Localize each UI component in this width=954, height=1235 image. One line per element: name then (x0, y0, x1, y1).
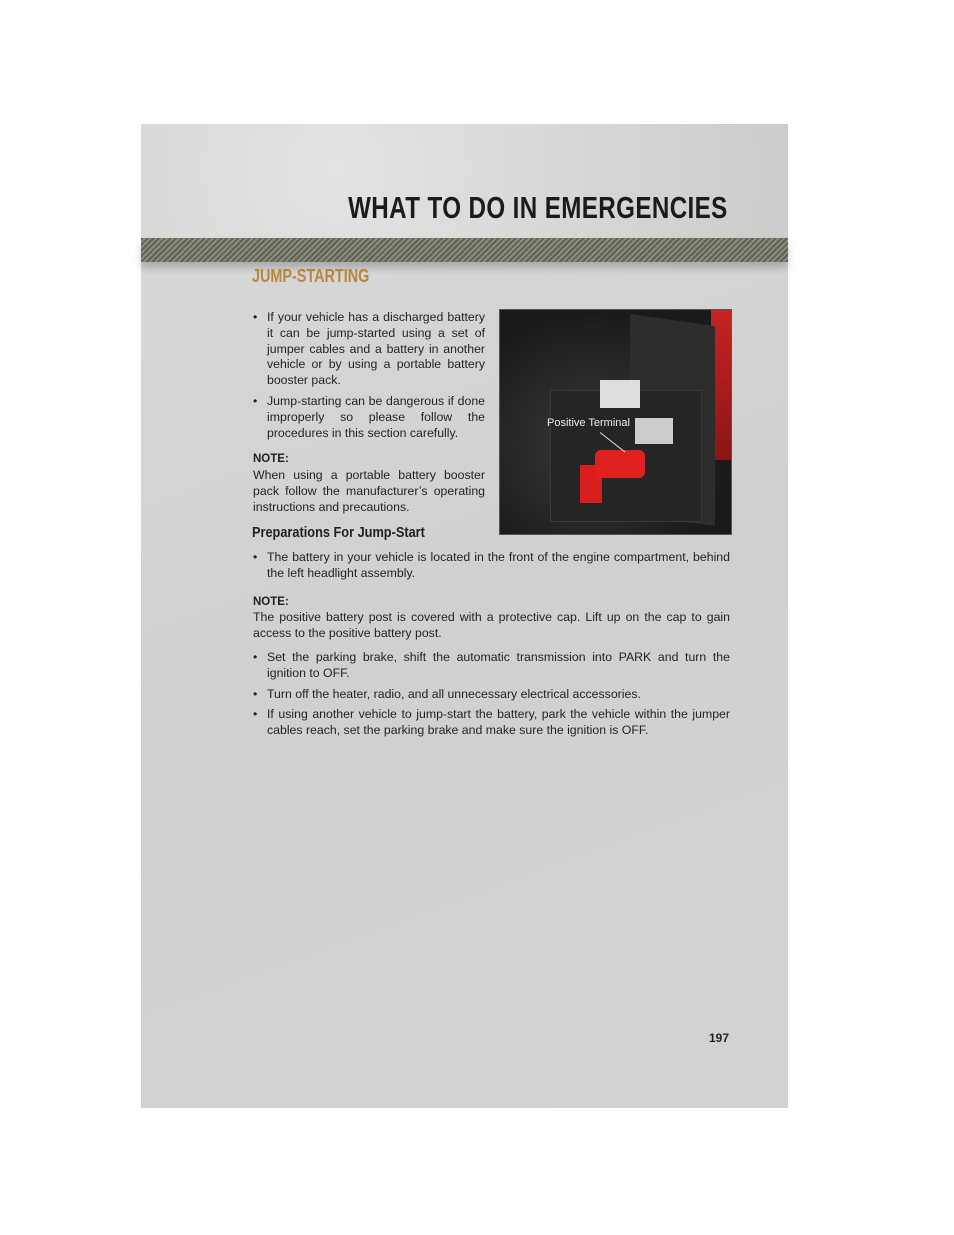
section-title: JUMP-STARTING (252, 266, 370, 286)
list-item: • If using another vehicle to jump-start the battery, park the vehicle within the jumper cables reach, set the parking brake and make sure the ignition is OFF. (253, 707, 730, 739)
header-stripe (141, 238, 788, 262)
note-text: The positive battery post is covered with a protective cap. Lift up on the cap to gain access to the positive battery post. (253, 610, 730, 641)
page-number: 197 (709, 1031, 730, 1045)
battery-photo (499, 309, 732, 535)
note-label: NOTE: (253, 595, 289, 608)
preparations-content (253, 550, 730, 744)
list-item: • Set the parking brake, shift the automatic transmission into PARK and turn the ignition to OFF. (253, 650, 730, 682)
note-label: NOTE: (253, 453, 289, 466)
manual-page (141, 124, 788, 1108)
chapter-header (141, 124, 788, 238)
chapter-title: WHAT TO DO IN EMERGENCIES (348, 190, 728, 225)
list-item: • The battery in your vehicle is located in the front of the engine compartment, behind the left headlight assembly. (253, 550, 730, 582)
list-item: • Jump-starting can be dangerous if done improperly so please follow the procedures in this section carefully. (253, 394, 485, 441)
list-item: • If your vehicle has a discharged battery it can be jump-started using a set of jumper cables and a battery in another vehicle or by using a portable battery booster pack. (253, 310, 485, 389)
note-text: When using a portable battery booster pack follow the manufacturer’s operating instructions and precautions. (253, 468, 485, 514)
subsection-title: Preparations For Jump-Start (252, 524, 425, 541)
positive-terminal-callout: Positive Terminal (547, 417, 630, 429)
intro-column (253, 310, 485, 516)
list-item: • Turn off the heater, radio, and all unnecessary electrical accessories. (253, 687, 730, 703)
